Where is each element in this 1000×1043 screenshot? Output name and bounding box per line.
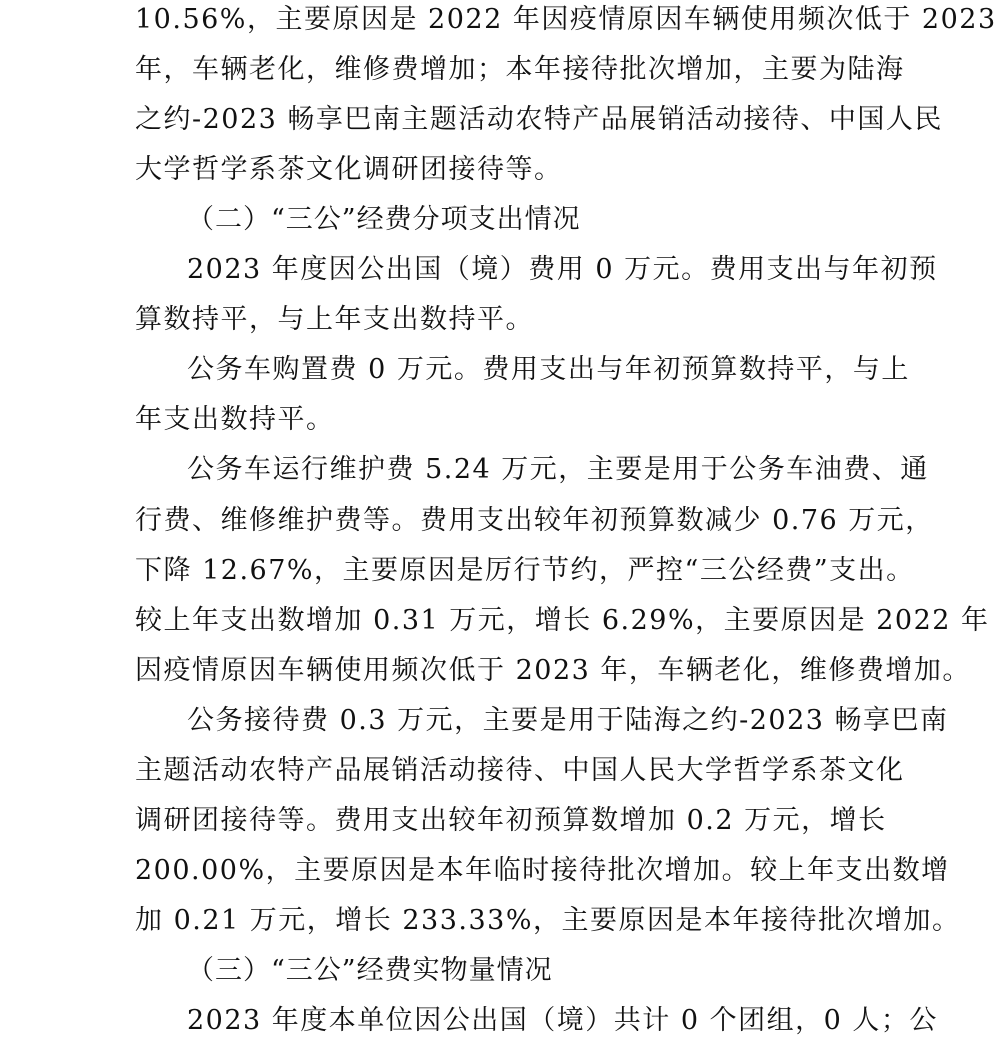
- text-line: 2023 年度因公出国（境）费用 0 万元。费用支出与年初预: [187, 254, 938, 285]
- text-line: 下降 12.67%，主要原因是厉行节约，严控“三公经费”支出。: [135, 555, 915, 586]
- text-line: 算数持平，与上年支出数持平。: [135, 304, 534, 335]
- text-line: 公务车购置费 0 万元。费用支出与年初预算数持平，与上: [187, 354, 910, 385]
- text-line: 10.56%，主要原因是 2022 年因疫情原因车辆使用频次低于 2023: [135, 4, 997, 35]
- text-line: 因疫情原因车辆使用频次低于 2023 年，车辆老化，维修费增加。: [135, 655, 971, 686]
- text-line: 公务接待费 0.3 万元，主要是用于陆海之约-2023 畅享巴南: [187, 705, 949, 736]
- text-line: 2023 年度本单位因公出国（境）共计 0 个团组，0 人；公: [187, 1005, 938, 1036]
- text-line: 主题活动农特产品展销活动接待、中国人民大学哲学系茶文化: [135, 755, 905, 786]
- text-line: 较上年支出数增加 0.31 万元，增长 6.29%，主要原因是 2022 年: [135, 605, 990, 636]
- text-line: 年支出数持平。: [135, 404, 335, 435]
- section-heading: （二）“三公”经费分项支出情况: [187, 204, 581, 235]
- text-line: 大学哲学系茶文化调研团接待等。: [135, 154, 563, 185]
- section-heading: （三）“三公”经费实物量情况: [187, 955, 553, 986]
- text-line: 之约-2023 畅享巴南主题活动农特产品展销活动接待、中国人民: [135, 104, 943, 135]
- text-line: 公务车运行维护费 5.24 万元，主要是用于公务车油费、通: [187, 454, 929, 485]
- text-line: 年，车辆老化，维修费增加；本年接待批次增加，主要为陆海: [135, 54, 905, 85]
- text-line: 200.00%，主要原因是本年临时接待批次增加。较上年支出数增: [135, 855, 950, 886]
- text-line: 调研团接待等。费用支出较年初预算数增加 0.2 万元，增长: [135, 805, 887, 836]
- text-line: 行费、维修维护费等。费用支出较年初预算数减少 0.76 万元，: [135, 505, 934, 536]
- text-line: 加 0.21 万元，增长 233.33%，主要原因是本年接待批次增加。: [135, 905, 961, 936]
